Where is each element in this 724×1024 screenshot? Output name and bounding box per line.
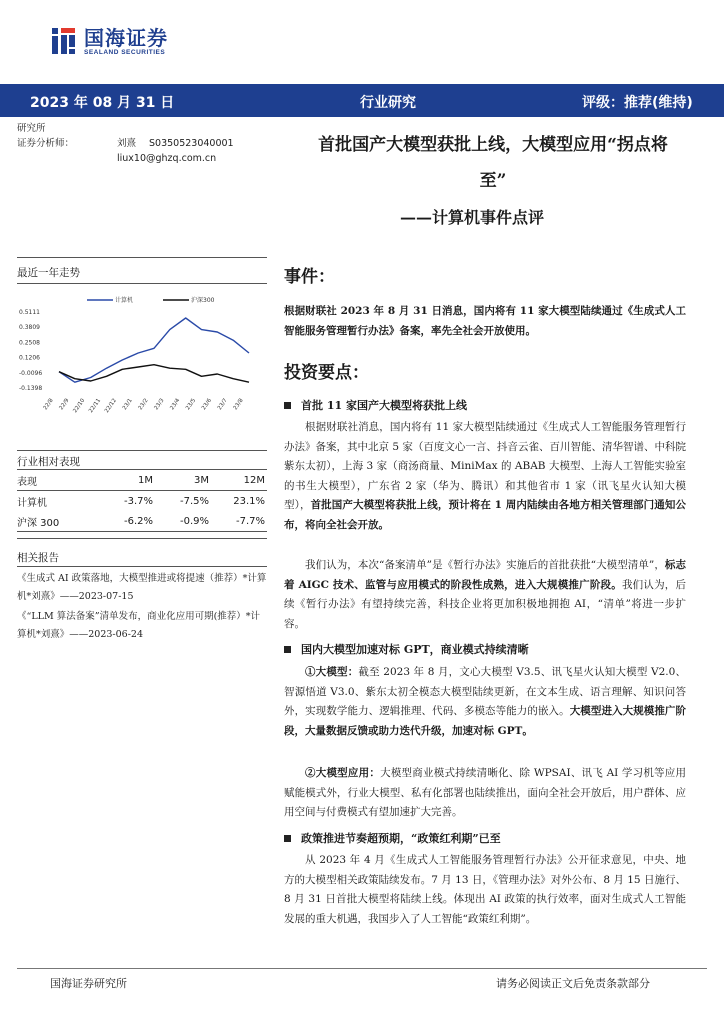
table-header-cell: 3M: [194, 474, 209, 486]
point-2-text: 截至 2023 年 8 月，文心大模型 V3.5、讯飞星火认知大模型 V2.0、智源悟道 V3.0、紫东太初全模态大模型陆续更新，在文本生成、语言理解、知识问答外，实现数学能力、逻辑推理、代码、多模态等能力的嵌入。: [284, 666, 687, 717]
event-heading: 事件：: [284, 267, 335, 287]
divider: [17, 450, 267, 451]
point-2-text: 大模型商业模式持续清晰化、除 WPSAI、讯飞 AI 学习机等应用赋能模式外，行业大模型、私有化部署也陆续推出，面向全社会开放后，用户群体、应用空间与付费模式有望加速扩大完善。: [284, 767, 687, 818]
analyst-email[interactable]: liux10@ghzq.com.cn: [117, 153, 217, 164]
table-cell: -6.2%: [123, 515, 153, 527]
point-2-label: ②大模型应用：: [305, 767, 381, 779]
table-header-row: [17, 470, 267, 490]
divider: [17, 257, 267, 258]
point-2-label: ①大模型：: [305, 666, 359, 678]
point-1-title: 首批 11 家国产大模型将获批上线: [301, 399, 467, 412]
x-tick-label: 23/5: [185, 397, 198, 412]
table-row: [17, 491, 267, 511]
footer-divider: [17, 968, 707, 969]
x-tick-label: 22/11: [88, 397, 103, 415]
performance-table: [17, 470, 267, 532]
event-text: 根据财联社 2023 年 8 月 31 日消息，国内将有 11 家大模型陆续通过《生成式人工智能服务管理暂行办法》备案，率先全社会开放使用。: [284, 305, 686, 337]
table-cell: -7.5%: [179, 495, 209, 507]
point-1-paragraph-1: [284, 418, 686, 535]
x-tick-label: 23/2: [137, 397, 150, 412]
x-tick-label: 22/9: [58, 397, 71, 412]
table-row: [17, 511, 267, 531]
table-cell: 沪深 300: [17, 517, 60, 529]
table-header-cell: 表现: [17, 476, 37, 488]
legend-label-index: 沪深300: [191, 297, 215, 304]
point-3-title: 政策推进节奏超预期，“政策红利期”已至: [301, 832, 501, 845]
institute-label: 研究所: [17, 123, 46, 134]
table-header-cell: 1M: [138, 474, 153, 486]
divider: [17, 538, 267, 539]
table-cell: 计算机: [17, 497, 47, 509]
legend-label-industry: 计算机: [115, 297, 134, 304]
footer-right: 请务必阅读正文后免责条款部分: [496, 977, 650, 990]
table-cell: -7.7%: [235, 515, 265, 527]
x-tick-label: 22/12: [103, 397, 118, 415]
bullet-square-icon: [284, 402, 291, 409]
logo-en-text: SEALAND SECURITIES: [84, 48, 166, 56]
x-tick-label: 23/3: [153, 397, 166, 412]
y-tick-label: -0.0096: [19, 369, 43, 377]
table-cell: -3.7%: [123, 495, 153, 507]
trend-heading: 最近一年走势: [17, 267, 80, 279]
footer-left: 国海证券研究所: [50, 977, 127, 990]
analyst-cert: S0350523040001: [149, 138, 234, 149]
report-title-line2: 至”: [479, 171, 507, 191]
x-tick-label: 22/8: [42, 397, 55, 412]
table-cell: 23.1%: [233, 495, 265, 507]
point-2-title: 国内大模型加速对标 GPT，商业模式持续清晰: [301, 643, 529, 656]
table-cell: -0.9%: [179, 515, 209, 527]
x-tick-label: 23/4: [169, 397, 182, 412]
y-tick-label: 0.3809: [19, 324, 40, 332]
bullet-square-icon: [284, 646, 291, 653]
analyst-name: 刘熹: [117, 138, 137, 149]
point-2-paragraph-1: [284, 663, 686, 741]
points-heading: 投资要点：: [284, 363, 369, 383]
report-category: 行业研究: [360, 95, 416, 111]
series-line-index: [59, 365, 249, 383]
header-banner: [0, 84, 724, 117]
sealand-logo: [50, 24, 168, 58]
point-1-heading: [284, 397, 467, 413]
point-1-emphasis: 标志着 AIGC 技术、监管与应用模式的阶段性成熟，进入大规模推广阶段。: [284, 559, 686, 591]
y-tick-label: 0.1206: [19, 354, 40, 362]
y-tick-label: 0.2508: [19, 339, 40, 347]
x-tick-label: 22/10: [72, 397, 87, 415]
divider: [17, 283, 267, 284]
series-line-industry: [59, 318, 249, 382]
x-tick-label: 23/6: [200, 397, 213, 412]
report-rating: 评级：推荐(维持): [582, 95, 693, 111]
y-tick-label: -0.1398: [19, 385, 43, 392]
report-date: 2023 年 08 月 31 日: [30, 95, 175, 111]
table-header-cell: 12M: [243, 474, 265, 486]
point-2-heading: [284, 641, 529, 657]
analyst-block: [17, 121, 267, 166]
trend-chart: [17, 290, 267, 420]
point-1-text: 我们认为，本次“备案清单”是《暂行办法》实施后的首批获批“大模型清单”，: [305, 559, 665, 571]
point-2-emphasis: 大模型进入大规模推广阶段，大量数据反馈或助力迭代升级，加速对标 GPT。: [284, 705, 687, 737]
point-3-paragraph-1: 从 2023 年 4 月《生成式人工智能服务管理暂行办法》公开征求意见，中央、地方的大模型相关政策陆续发布。7 月 13 日，《管理办法》对外公布、8 月 15 日施行、8 月 31 日首批大模型将陆续上线。体现出 AI 政策的执行效率，面对生成式人工智能发展的重大机遇，我国步入了人工智能“政策红利期”。: [284, 854, 686, 925]
analyst-role: 证券分析师：: [17, 138, 75, 149]
x-tick-label: 23/8: [232, 397, 245, 412]
logo-mark-icon: [50, 24, 78, 58]
x-tick-label: 23/1: [121, 397, 134, 412]
point-2-paragraph-2: [284, 764, 686, 823]
bullet-square-icon: [284, 835, 291, 842]
report-subtitle: ——计算机事件点评: [400, 208, 545, 227]
report-title-line1: 首批国产大模型获批上线，大模型应用“拐点将: [318, 135, 668, 155]
point-3-heading: [284, 830, 501, 846]
performance-heading: 行业相对表现: [17, 456, 80, 468]
related-list: [17, 570, 267, 644]
logo-cn-text: 国海证券: [84, 25, 168, 50]
point-1-paragraph-2: [284, 556, 686, 634]
y-tick-label: 0.5111: [19, 309, 40, 316]
divider: [17, 566, 267, 567]
point-1-text: 我们认为，后续《暂行办法》有望持续完善，科技企业将更加积极地拥抱 AI，“清单”将进一步扩容。: [284, 578, 686, 630]
x-tick-label: 23/7: [216, 397, 229, 412]
point-1-text: 根据财联社消息，国内将有 11 家大模型陆续通过《生成式人工智能服务管理暂行办法》备案，其中北京 5 家（百度文心一言、抖音云雀、百川智能、清华智谱、中科院紫东太初），上海 3 家（商汤商量、MiniMax 的 ABAB 大模型、上海人工智能实验室的书生大模型），广东省 2 家（华为、腾讯）和其他省市 1 家（讯飞星火认知大模型），: [284, 421, 686, 511]
point-1-emphasis: 首批国产大模型将获批上线，预计将在 1 周内陆续由各地方相关管理部门通知公布，将向全社会开放。: [284, 499, 686, 531]
related-heading: 相关报告: [17, 552, 59, 564]
related-report-link[interactable]: 《“LLM 算法备案”清单发布，商业化应用可期(推荐）*计算机*刘熹》——2023-06-24: [17, 611, 261, 640]
related-report-link[interactable]: 《生成式 AI 政策落地，大模型推进或将提速（推荐）*计算机*刘熹》——2023-07-15: [17, 573, 267, 602]
